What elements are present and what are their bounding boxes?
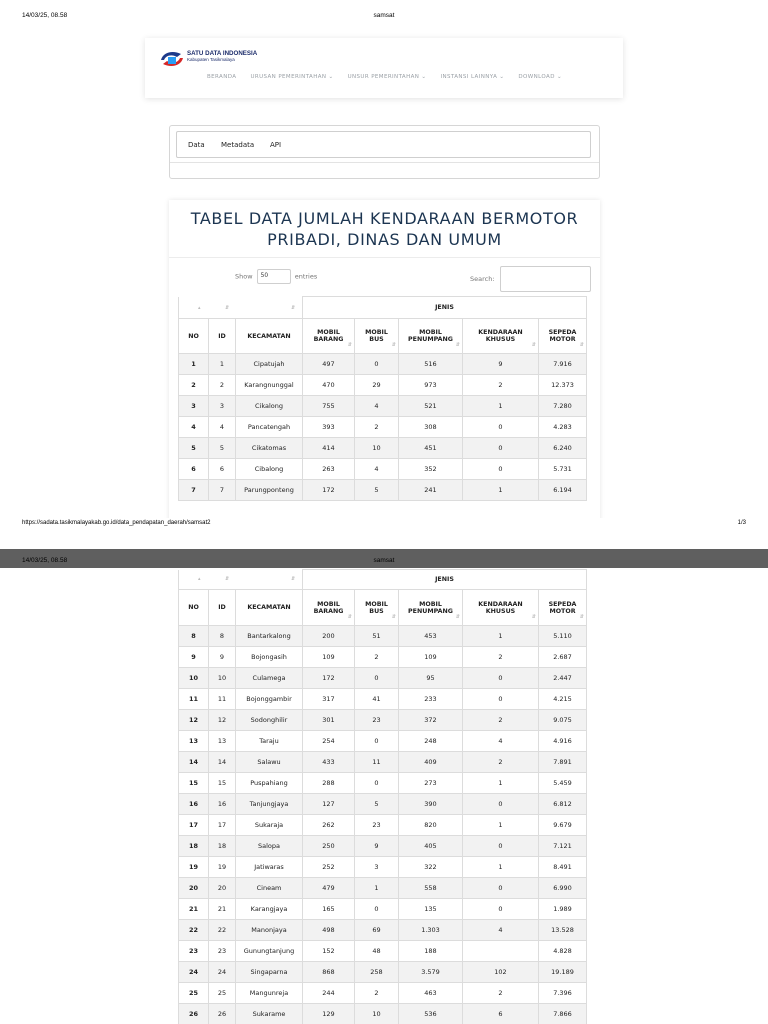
cell-mobil-penumpang: 322 [399, 857, 463, 878]
title-line-1: TABEL DATA JUMLAH KENDARAAN BERMOTOR [190, 209, 579, 228]
data-table [178, 296, 587, 501]
cell-no: 18 [179, 836, 209, 857]
cell-sepeda-motor: 19.189 [539, 962, 587, 983]
cell-id: 11 [209, 689, 236, 710]
table-row [179, 983, 587, 1004]
cell-mobil-barang: 414 [303, 438, 355, 459]
cell-kendaraan-khusus: 0 [463, 836, 539, 857]
table-row [179, 1004, 587, 1024]
cell-kecamatan: Bojonggambir [236, 689, 303, 710]
show-label: Show [235, 272, 253, 281]
cell-mobil-barang: 165 [303, 899, 355, 920]
cell-kecamatan: Gunungtanjung [236, 941, 303, 962]
tab-metadata[interactable]: Metadata [221, 141, 255, 149]
table-row [179, 710, 587, 731]
show-entries [235, 269, 317, 284]
table-row [179, 668, 587, 689]
table-row [179, 731, 587, 752]
cell-mobil-barang: 868 [303, 962, 355, 983]
col-kendaraan-khusus[interactable]: KENDARAAN KHUSUS ⇵ [463, 319, 539, 354]
cell-mobil-barang: 172 [303, 480, 355, 501]
cell-mobil-bus: 29 [355, 375, 399, 396]
cell-id: 24 [209, 962, 236, 983]
col-kendaraan-khusus[interactable]: KENDARAAN KHUSUS ⇵ [463, 590, 539, 626]
cell-mobil-bus: 4 [355, 396, 399, 417]
cell-sepeda-motor: 7.916 [539, 354, 587, 375]
col-mobil-bus[interactable]: MOBIL BUS ⇵ [355, 590, 399, 626]
cell-kecamatan: Pancatengah [236, 417, 303, 438]
cell-mobil-penumpang: 521 [399, 396, 463, 417]
table-row [179, 417, 587, 438]
logo-subtitle: Kabupaten Tasikmalaya [187, 57, 235, 62]
col-no[interactable]: ▴ NO [179, 590, 209, 626]
cell-mobil-barang: 109 [303, 647, 355, 668]
cell-kecamatan: Cipatujah [236, 354, 303, 375]
cell-mobil-bus: 23 [355, 710, 399, 731]
cell-kecamatan: Sukaraja [236, 815, 303, 836]
cell-mobil-barang: 288 [303, 773, 355, 794]
cell-no: 23 [179, 941, 209, 962]
cell-sepeda-motor: 5.731 [539, 459, 587, 480]
cell-kendaraan-khusus: 4 [463, 731, 539, 752]
table-row [179, 354, 587, 375]
tabs-card [169, 125, 600, 179]
search-label: Search: [470, 275, 495, 283]
cell-no: 4 [179, 417, 209, 438]
table-row [179, 878, 587, 899]
cell-sepeda-motor: 7.280 [539, 396, 587, 417]
cell-kendaraan-khusus: 1 [463, 815, 539, 836]
cell-mobil-penumpang: 372 [399, 710, 463, 731]
cell-mobil-penumpang: 405 [399, 836, 463, 857]
cell-kendaraan-khusus: 1 [463, 480, 539, 501]
cell-kecamatan: Salawu [236, 752, 303, 773]
cell-no: 20 [179, 878, 209, 899]
cell-kecamatan: Bantarkalong [236, 626, 303, 647]
print-footer [0, 520, 768, 530]
cell-kendaraan-khusus: 4 [463, 920, 539, 941]
col-mobil-penumpang[interactable]: MOBIL PENUMPANG ⇵ [399, 590, 463, 626]
cell-kecamatan: Bojongasih [236, 647, 303, 668]
cell-kecamatan: Sukarame [236, 1004, 303, 1024]
cell-mobil-penumpang: 536 [399, 1004, 463, 1024]
cell-mobil-barang: 127 [303, 794, 355, 815]
cell-mobil-penumpang: 390 [399, 794, 463, 815]
cell-mobil-barang: 393 [303, 417, 355, 438]
table-row [179, 794, 587, 815]
cell-kecamatan: Salopa [236, 836, 303, 857]
cell-mobil-bus: 51 [355, 626, 399, 647]
cell-no: 24 [179, 962, 209, 983]
table-row [179, 836, 587, 857]
cell-mobil-barang: 152 [303, 941, 355, 962]
cell-no: 13 [179, 731, 209, 752]
table-row [179, 459, 587, 480]
print-page-number: 1/3 [737, 520, 746, 526]
print-header [0, 12, 768, 24]
cell-no: 11 [179, 689, 209, 710]
table-row [179, 626, 587, 647]
cell-id: 6 [209, 459, 236, 480]
cell-mobil-bus: 11 [355, 752, 399, 773]
table-row [179, 689, 587, 710]
cell-mobil-bus: 10 [355, 1004, 399, 1024]
cell-mobil-barang: 470 [303, 375, 355, 396]
col-sepeda-motor[interactable]: SEPEDA MOTOR ⇵ [539, 319, 587, 354]
cell-kecamatan: Cineam [236, 878, 303, 899]
cell-mobil-barang: 433 [303, 752, 355, 773]
col-mobil-barang[interactable]: MOBIL BARANG ⇵ [303, 319, 355, 354]
cell-kecamatan: Karangjaya [236, 899, 303, 920]
divider [169, 257, 600, 258]
cell-mobil-bus: 69 [355, 920, 399, 941]
cell-sepeda-motor: 13.528 [539, 920, 587, 941]
cell-id: 7 [209, 480, 236, 501]
cell-id: 9 [209, 647, 236, 668]
print-datetime: 14/03/25, 08.58 [22, 557, 68, 564]
cell-kecamatan: Manonjaya [236, 920, 303, 941]
cell-sepeda-motor: 4.283 [539, 417, 587, 438]
nav-download[interactable]: DOWNLOAD ⌄ [518, 74, 562, 80]
cell-sepeda-motor: 8.491 [539, 857, 587, 878]
cell-no: 3 [179, 396, 209, 417]
table-row [179, 857, 587, 878]
cell-mobil-bus: 0 [355, 668, 399, 689]
cell-kendaraan-khusus [463, 941, 539, 962]
print-doc-title: samsat [373, 12, 395, 19]
table-row [179, 773, 587, 794]
cell-mobil-barang: 479 [303, 878, 355, 899]
cell-kendaraan-khusus: 0 [463, 417, 539, 438]
cell-sepeda-motor: 2.687 [539, 647, 587, 668]
cell-mobil-barang: 244 [303, 983, 355, 1004]
satu-data-logo-icon [159, 48, 185, 70]
cell-mobil-barang: 301 [303, 710, 355, 731]
cell-mobil-penumpang: 453 [399, 626, 463, 647]
cell-sepeda-motor: 12.373 [539, 375, 587, 396]
cell-kecamatan: Karangnunggal [236, 375, 303, 396]
tab-api[interactable]: API [270, 141, 282, 149]
cell-kendaraan-khusus: 102 [463, 962, 539, 983]
cell-mobil-penumpang: 463 [399, 983, 463, 1004]
table-row [179, 396, 587, 417]
table-row [179, 647, 587, 668]
cell-mobil-penumpang: 3.579 [399, 962, 463, 983]
table-row [179, 438, 587, 459]
col-mobil-barang[interactable]: MOBIL BARANG ⇵ [303, 590, 355, 626]
cell-kecamatan: Culamega [236, 668, 303, 689]
cell-mobil-bus: 5 [355, 794, 399, 815]
title-line-2: PRIBADI, DINAS DAN UMUM [267, 230, 502, 249]
cell-mobil-bus: 2 [355, 983, 399, 1004]
cell-sepeda-motor: 6.990 [539, 878, 587, 899]
cell-id: 2 [209, 375, 236, 396]
page-title [169, 208, 600, 250]
cell-sepeda-motor: 7.866 [539, 1004, 587, 1024]
col-no[interactable]: ▴ NO [179, 319, 209, 354]
cell-kecamatan: Taraju [236, 731, 303, 752]
cell-no: 15 [179, 773, 209, 794]
cell-kecamatan: Jatiwaras [236, 857, 303, 878]
site-header [145, 38, 623, 98]
cell-mobil-penumpang: 109 [399, 647, 463, 668]
cell-id: 10 [209, 668, 236, 689]
cell-mobil-bus: 9 [355, 836, 399, 857]
cell-mobil-penumpang: 248 [399, 731, 463, 752]
site-logo[interactable] [159, 48, 269, 70]
cell-kendaraan-khusus: 0 [463, 689, 539, 710]
table-row [179, 752, 587, 773]
cell-mobil-barang: 263 [303, 459, 355, 480]
cell-kendaraan-khusus: 2 [463, 710, 539, 731]
data-table-continued [178, 569, 587, 1024]
cell-id: 15 [209, 773, 236, 794]
cell-kendaraan-khusus: 1 [463, 773, 539, 794]
cell-mobil-bus: 0 [355, 773, 399, 794]
cell-kecamatan: Cikatomas [236, 438, 303, 459]
nav-unsur-pemerintahan[interactable]: UNSUR PEMERINTAHAN ⌄ [347, 74, 427, 80]
cell-sepeda-motor: 7.121 [539, 836, 587, 857]
print-datetime: 14/03/25, 08.58 [22, 12, 68, 19]
cell-kendaraan-khusus: 6 [463, 1004, 539, 1024]
cell-sepeda-motor: 2.447 [539, 668, 587, 689]
nav-urusan-pemerintahan[interactable]: URUSAN PEMERINTAHAN ⌄ [250, 74, 334, 80]
cell-kecamatan: Singaparna [236, 962, 303, 983]
cell-kecamatan: Sodonghilir [236, 710, 303, 731]
cell-mobil-bus: 3 [355, 857, 399, 878]
cell-mobil-bus: 5 [355, 480, 399, 501]
cell-mobil-penumpang: 135 [399, 899, 463, 920]
header-jenis: JENIS [303, 297, 587, 319]
cell-mobil-barang: 498 [303, 920, 355, 941]
cell-kecamatan: Puspahiang [236, 773, 303, 794]
cell-kendaraan-khusus: 2 [463, 983, 539, 1004]
cell-id: 13 [209, 731, 236, 752]
cell-mobil-penumpang: 233 [399, 689, 463, 710]
logo-title: SATU DATA INDONESIA [187, 50, 258, 57]
cell-id: 18 [209, 836, 236, 857]
cell-id: 4 [209, 417, 236, 438]
cell-no: 22 [179, 920, 209, 941]
table-body [179, 354, 587, 501]
cell-id: 20 [209, 878, 236, 899]
cell-mobil-bus: 2 [355, 417, 399, 438]
table-row [179, 480, 587, 501]
col-mobil-penumpang[interactable]: MOBIL PENUMPANG ⇵ [399, 319, 463, 354]
table-row [179, 941, 587, 962]
cell-mobil-bus: 0 [355, 899, 399, 920]
table-row [179, 962, 587, 983]
cell-mobil-penumpang: 973 [399, 375, 463, 396]
cell-kendaraan-khusus: 0 [463, 459, 539, 480]
cell-mobil-bus: 41 [355, 689, 399, 710]
entries-select[interactable]: 50 [257, 269, 291, 284]
cell-mobil-barang: 254 [303, 731, 355, 752]
cell-no: 14 [179, 752, 209, 773]
cell-no: 2 [179, 375, 209, 396]
cell-mobil-barang: 755 [303, 396, 355, 417]
table-row [179, 899, 587, 920]
table-row [179, 920, 587, 941]
divider [170, 162, 599, 163]
cell-mobil-bus: 2 [355, 647, 399, 668]
cell-sepeda-motor: 7.891 [539, 752, 587, 773]
cell-sepeda-motor: 9.679 [539, 815, 587, 836]
cell-sepeda-motor: 7.396 [539, 983, 587, 1004]
cell-mobil-penumpang: 558 [399, 878, 463, 899]
cell-mobil-barang: 497 [303, 354, 355, 375]
cell-no: 1 [179, 354, 209, 375]
cell-mobil-barang: 129 [303, 1004, 355, 1024]
cell-mobil-bus: 48 [355, 941, 399, 962]
cell-mobil-bus: 10 [355, 438, 399, 459]
cell-kecamatan: Cibalong [236, 459, 303, 480]
cell-sepeda-motor: 4.215 [539, 689, 587, 710]
cell-no: 26 [179, 1004, 209, 1024]
table-row [179, 815, 587, 836]
cell-id: 23 [209, 941, 236, 962]
cell-mobil-barang: 200 [303, 626, 355, 647]
cell-kendaraan-khusus: 0 [463, 899, 539, 920]
cell-id: 26 [209, 1004, 236, 1024]
cell-mobil-barang: 262 [303, 815, 355, 836]
cell-kendaraan-khusus: 2 [463, 752, 539, 773]
cell-sepeda-motor: 6.812 [539, 794, 587, 815]
print-url: https://sadata.tasikmalayakab.go.id/data_pendapatan_daerah/samsat2 [22, 520, 211, 526]
cell-mobil-bus: 0 [355, 731, 399, 752]
col-id[interactable]: ⇵ ID [209, 319, 236, 354]
search-input[interactable] [500, 266, 591, 292]
col-sepeda-motor[interactable]: SEPEDA MOTOR ⇵ [539, 590, 587, 626]
table-body [179, 626, 587, 1024]
cell-sepeda-motor: 6.194 [539, 480, 587, 501]
cell-mobil-bus: 4 [355, 459, 399, 480]
cell-no: 5 [179, 438, 209, 459]
cell-mobil-barang: 252 [303, 857, 355, 878]
cell-kecamatan: Parungponteng [236, 480, 303, 501]
header-jenis: JENIS [303, 570, 587, 590]
cell-id: 8 [209, 626, 236, 647]
cell-id: 14 [209, 752, 236, 773]
cell-kecamatan: Tanjungjaya [236, 794, 303, 815]
cell-mobil-penumpang: 409 [399, 752, 463, 773]
cell-id: 21 [209, 899, 236, 920]
cell-id: 16 [209, 794, 236, 815]
main-nav [207, 74, 576, 80]
col-kecamatan[interactable]: ⇵ KECAMATAN [236, 590, 303, 626]
cell-kecamatan: Mangunreja [236, 983, 303, 1004]
cell-mobil-barang: 250 [303, 836, 355, 857]
tab-data[interactable]: Data [188, 141, 205, 149]
cell-mobil-penumpang: 308 [399, 417, 463, 438]
cell-sepeda-motor: 9.075 [539, 710, 587, 731]
cell-mobil-bus: 258 [355, 962, 399, 983]
cell-no: 8 [179, 626, 209, 647]
cell-kendaraan-khusus: 1 [463, 626, 539, 647]
cell-no: 17 [179, 815, 209, 836]
cell-no: 9 [179, 647, 209, 668]
cell-sepeda-motor: 5.110 [539, 626, 587, 647]
cell-kendaraan-khusus: 0 [463, 794, 539, 815]
cell-kendaraan-khusus: 9 [463, 354, 539, 375]
cell-id: 25 [209, 983, 236, 1004]
cell-no: 25 [179, 983, 209, 1004]
cell-kendaraan-khusus: 2 [463, 647, 539, 668]
nav-beranda[interactable]: BERANDA [207, 74, 237, 80]
cell-no: 6 [179, 459, 209, 480]
cell-mobil-penumpang: 273 [399, 773, 463, 794]
cell-mobil-penumpang: 352 [399, 459, 463, 480]
cell-mobil-bus: 1 [355, 878, 399, 899]
cell-mobil-penumpang: 188 [399, 941, 463, 962]
tab-bar [176, 131, 591, 158]
cell-kendaraan-khusus: 2 [463, 375, 539, 396]
cell-mobil-penumpang: 1.303 [399, 920, 463, 941]
cell-sepeda-motor: 5.459 [539, 773, 587, 794]
cell-kecamatan: Cikalong [236, 396, 303, 417]
cell-mobil-barang: 172 [303, 668, 355, 689]
cell-no: 7 [179, 480, 209, 501]
cell-id: 5 [209, 438, 236, 459]
cell-mobil-barang: 317 [303, 689, 355, 710]
cell-mobil-bus: 0 [355, 354, 399, 375]
cell-sepeda-motor: 4.916 [539, 731, 587, 752]
cell-no: 21 [179, 899, 209, 920]
cell-mobil-penumpang: 241 [399, 480, 463, 501]
cell-kendaraan-khusus: 1 [463, 857, 539, 878]
cell-no: 10 [179, 668, 209, 689]
cell-id: 19 [209, 857, 236, 878]
entries-label: entries [294, 272, 318, 281]
print-doc-title: samsat [373, 557, 395, 564]
cell-mobil-penumpang: 95 [399, 668, 463, 689]
cell-no: 16 [179, 794, 209, 815]
col-id[interactable]: ⇵ ID [209, 590, 236, 626]
cell-no: 19 [179, 857, 209, 878]
cell-mobil-penumpang: 451 [399, 438, 463, 459]
col-mobil-bus[interactable]: MOBIL BUS ⇵ [355, 319, 399, 354]
cell-kendaraan-khusus: 0 [463, 668, 539, 689]
cell-mobil-penumpang: 820 [399, 815, 463, 836]
col-kecamatan[interactable]: ⇵ KECAMATAN [236, 319, 303, 354]
nav-instansi-lainnya[interactable]: INSTANSI LAINNYA ⌄ [440, 74, 505, 80]
cell-id: 17 [209, 815, 236, 836]
cell-sepeda-motor: 1.989 [539, 899, 587, 920]
cell-id: 3 [209, 396, 236, 417]
cell-kendaraan-khusus: 1 [463, 396, 539, 417]
cell-mobil-bus: 23 [355, 815, 399, 836]
cell-kendaraan-khusus: 0 [463, 438, 539, 459]
table-row [179, 375, 587, 396]
cell-id: 22 [209, 920, 236, 941]
cell-no: 12 [179, 710, 209, 731]
cell-id: 1 [209, 354, 236, 375]
cell-sepeda-motor: 4.828 [539, 941, 587, 962]
cell-mobil-penumpang: 516 [399, 354, 463, 375]
cell-kendaraan-khusus: 0 [463, 878, 539, 899]
cell-sepeda-motor: 6.240 [539, 438, 587, 459]
cell-id: 12 [209, 710, 236, 731]
